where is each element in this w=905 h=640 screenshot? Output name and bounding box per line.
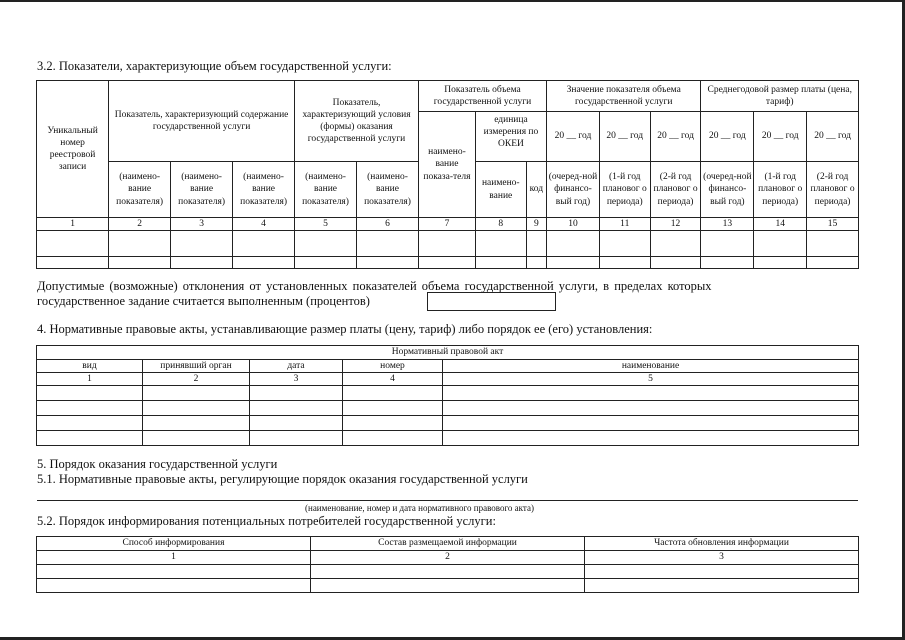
sub-indicator-3: (наимено-вание показателя): [171, 162, 233, 218]
period-year-14: 20 __ год: [754, 112, 807, 162]
col-date: дата: [250, 360, 343, 373]
sub-indicator-5: (наимено-вание показателя): [295, 162, 357, 218]
deviation-percent-field[interactable]: [427, 292, 556, 311]
period-15: (2-й год плановог о периода): [807, 162, 859, 218]
col-content: Состав размещаемой информации: [311, 537, 585, 551]
period-year-12: 20 __ год: [650, 112, 701, 162]
legal-act-underline: [37, 500, 858, 501]
deviation-text-line-2: государственное задание считается выполненным (процентов): [37, 294, 370, 308]
column-number-row: 1 2 3 4 5 6 7 8 9 10 11 12 13 14 15: [37, 218, 859, 231]
unit-name-header: наимено-вание: [475, 162, 526, 218]
section-3-2-title: 3.2. Показатели, характеризующие объем государственной услуги:: [37, 59, 392, 73]
table-row: [37, 416, 859, 431]
column-number-row: 1 2 3 4 5: [37, 373, 859, 386]
sub-indicator-2: (наимено-вание показателя): [109, 162, 171, 218]
sub-indicator-4: (наимено-вание показателя): [233, 162, 295, 218]
col-number: номер: [343, 360, 443, 373]
informing-table: [36, 536, 859, 593]
table-row: [37, 579, 859, 593]
period-10: (очеред-ной финансо-вый год): [547, 162, 600, 218]
col-method: Способ информирования: [37, 537, 311, 551]
period-11: (1-й год плановог о периода): [599, 162, 650, 218]
section-5-2-title: 5.2. Порядок информирования потенциальных потребителей государственной услуги:: [37, 514, 496, 528]
volume-indicators-table: [36, 80, 859, 269]
volume-indicator-header: Показатель объема государственной услуги: [419, 81, 547, 112]
table-row: [37, 565, 859, 579]
unit-code-header: код: [526, 162, 546, 218]
content-indicator-header: Показатель, характеризующий содержание государственной услуги: [109, 81, 295, 162]
period-year-10: 20 __ год: [547, 112, 600, 162]
col-type: вид: [37, 360, 143, 373]
avg-price-header: Среднегодовой размер платы (цена, тариф): [701, 81, 859, 112]
section-5-title: 5. Порядок оказания государственной услуги: [37, 457, 278, 471]
unit-header: единица измерения по ОКЕИ: [475, 112, 546, 162]
legal-acts-price-table: [36, 345, 859, 446]
period-13: (очеред-ной финансо-вый год): [701, 162, 754, 218]
col-frequency: Частота обновления информации: [585, 537, 859, 551]
column-number-row: 1 2 3: [37, 551, 859, 565]
volume-value-header: Значение показателя объема государственной услуги: [547, 81, 701, 112]
section-4-title: 4. Нормативные правовые акты, устанавливающие размер платы (цену, тариф) либо порядок ее (его) установления:: [37, 322, 653, 336]
page-frame-top: [0, 0, 905, 2]
period-12: (2-й год плановог о периода): [650, 162, 701, 218]
period-14: (1-й год плановог о периода): [754, 162, 807, 218]
table-row: [37, 231, 859, 257]
period-year-15: 20 __ год: [807, 112, 859, 162]
period-year-11: 20 __ год: [599, 112, 650, 162]
legal-act-caption: (наименование, номер и дата нормативного правового акта): [305, 503, 534, 513]
table-row: [37, 401, 859, 416]
section-5-1-title: 5.1. Нормативные правовые акты, регулирующие порядок оказания государственной услуги: [37, 472, 528, 486]
col-authority: принявший орган: [143, 360, 250, 373]
sub-indicator-6: (наимено-вание показателя): [357, 162, 419, 218]
table-row: [37, 431, 859, 446]
period-year-13: 20 __ год: [701, 112, 754, 162]
indicator-name-header: наимено-вание показа-теля: [419, 112, 476, 218]
col-name: наименование: [443, 360, 859, 373]
table-row: [37, 257, 859, 269]
deviation-text-line-1: Допустимые (возможные) отклонения от установленных показателей объема государственной услуги, в пределах которых: [37, 279, 712, 293]
unique-number-header: Уникальный номер реестровой записи: [37, 81, 109, 218]
conditions-indicator-header: Показатель, характеризующий условия (формы) оказания государственной услуги: [295, 81, 419, 162]
table-row: [37, 386, 859, 401]
legal-act-header: Нормативный правовой акт: [37, 346, 859, 360]
